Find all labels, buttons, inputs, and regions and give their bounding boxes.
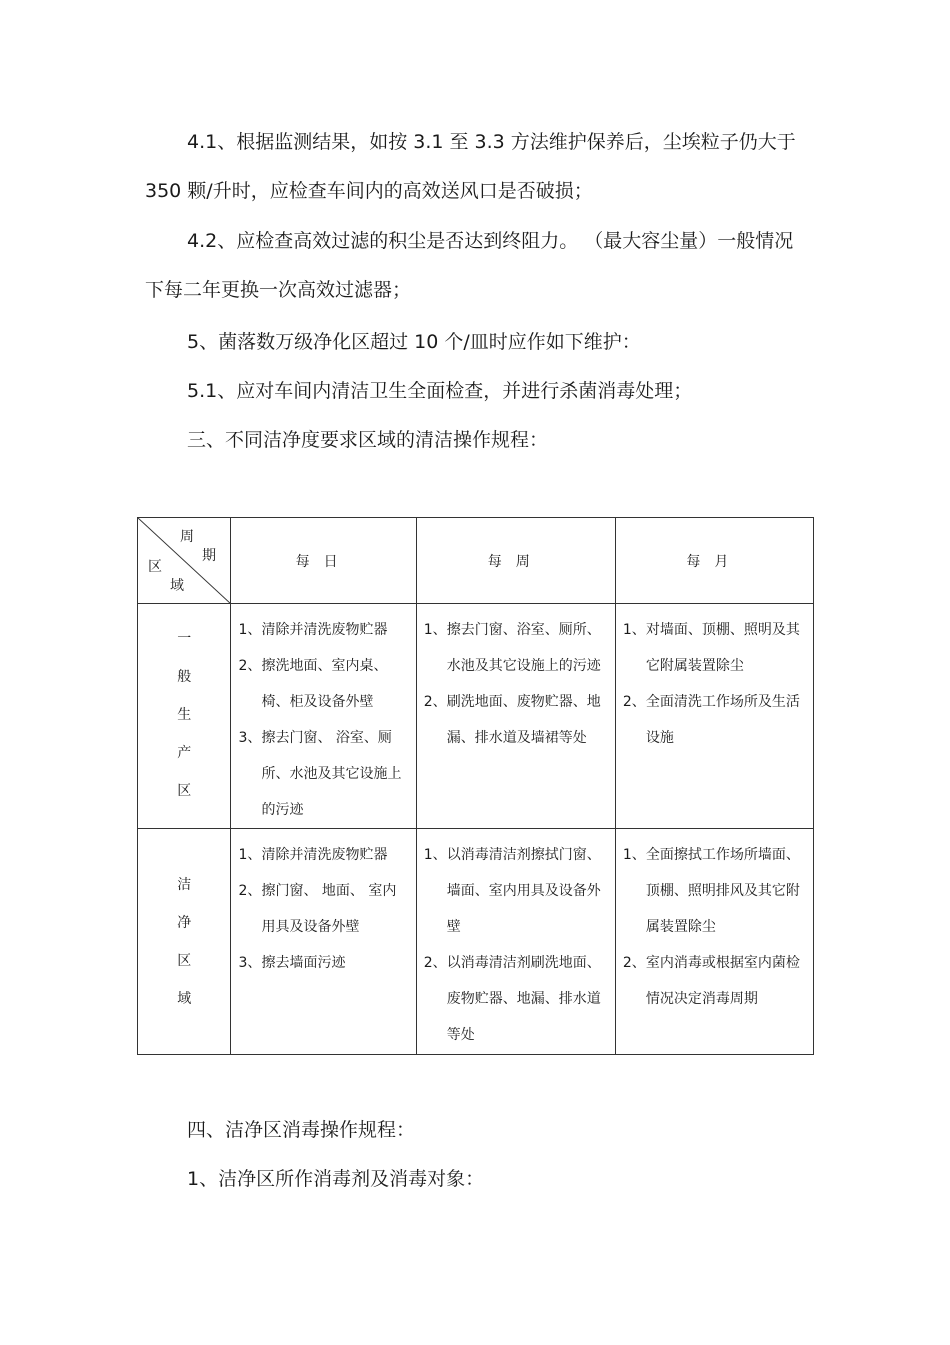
cell-clean-daily — [231, 829, 416, 1055]
header-weekly: 每周 — [416, 518, 615, 604]
paragraph-4-1: 4.1、根据监测结果，如按 3.1 至 3.3 方法维护保养后，尘埃粒子仍大于 350 颗/升时，应检查车间内的高效送风口是否破损； — [145, 131, 796, 202]
region-char: 区 — [177, 953, 192, 969]
cell-general-monthly — [615, 604, 813, 829]
region-general-production — [138, 604, 231, 829]
list-item: 1、 清除并清洗废物贮器 — [238, 847, 388, 863]
region-char: 生 — [177, 707, 192, 723]
list-item: 2、 室内消毒或根据室内菌检情况决定消毒周期 — [622, 955, 800, 1007]
region-char: 域 — [177, 991, 192, 1007]
table-row — [138, 604, 814, 829]
list-item: 2、 以消毒清洁剂刷洗地面、废物贮器、地漏、排水道等处 — [423, 955, 601, 1043]
corner-period-char-1: 周 — [180, 529, 194, 545]
list-item: 1、 清除并清洗废物贮器 — [238, 622, 388, 638]
cell-general-daily — [231, 604, 416, 829]
list-item: 2、 擦门窗、 地面、 室内用具及设备外壁 — [238, 883, 397, 935]
list-item: 2、 刷洗地面、废物贮器、地漏、排水道及墙裙等处 — [423, 694, 601, 746]
list-item: 3、 擦去门窗、 浴室、厕所、水池及其它设施上的污迹 — [238, 730, 402, 818]
list-item: 3、 擦去墙面污迹 — [238, 955, 346, 971]
header-monthly: 每月 — [615, 518, 813, 604]
list-item: 1、 对墙面、顶棚、照明及其它附属装置除尘 — [622, 622, 800, 674]
table-row — [138, 829, 814, 1055]
region-clean-area — [138, 829, 231, 1055]
region-char: 净 — [177, 915, 192, 931]
cell-clean-weekly — [416, 829, 615, 1055]
corner-region-char-2: 域 — [170, 578, 184, 594]
region-char: 一 — [177, 631, 192, 647]
cell-clean-monthly — [615, 829, 813, 1055]
section-heading-4: 四、洁净区消毒操作规程： — [187, 1119, 416, 1141]
header-daily: 每日 — [231, 518, 416, 604]
list-item: 2、 擦洗地面、室内桌、椅、柜及设备外壁 — [238, 658, 388, 710]
region-char: 洁 — [177, 877, 192, 893]
paragraph-5: 5、菌落数万级净化区超过 10 个/皿时应作如下维护： — [187, 331, 641, 353]
corner-period-char-2: 期 — [202, 548, 216, 564]
paragraph-5-1: 5.1、应对车间内清洁卫生全面检查，并进行杀菌消毒处理； — [187, 380, 693, 402]
paragraph-4-1-disinfectant: 1、洁净区所作消毒剂及消毒对象： — [187, 1168, 485, 1190]
paragraph-4-2: 4.2、应检查高效过滤的积尘是否达到终阻力。 （最大容尘量）一般情况下每二年更换一次高效过滤器； — [145, 230, 794, 301]
region-char: 般 — [177, 669, 192, 685]
corner-region-char-1: 区 — [148, 559, 162, 575]
region-char: 产 — [177, 745, 192, 761]
list-item: 1、 以消毒清洁剂擦拭门窗、墙面、室内用具及设备外壁 — [423, 847, 601, 935]
corner-cell — [138, 518, 231, 604]
region-char: 区 — [177, 783, 192, 799]
section-heading-3: 三、不同洁净度要求区域的清洁操作规程： — [187, 429, 549, 451]
list-item: 1、 擦去门窗、浴室、厕所、水池及其它设施上的污迹 — [423, 622, 601, 674]
list-item: 2、 全面清洗工作场所及生活设施 — [622, 694, 800, 746]
cleaning-schedule-table — [137, 517, 814, 1055]
cell-general-weekly — [416, 604, 615, 829]
list-item: 1、 全面擦拭工作场所墙面、顶棚、照明排风及其它附属装置除尘 — [622, 847, 800, 935]
table-header-row — [138, 518, 814, 604]
